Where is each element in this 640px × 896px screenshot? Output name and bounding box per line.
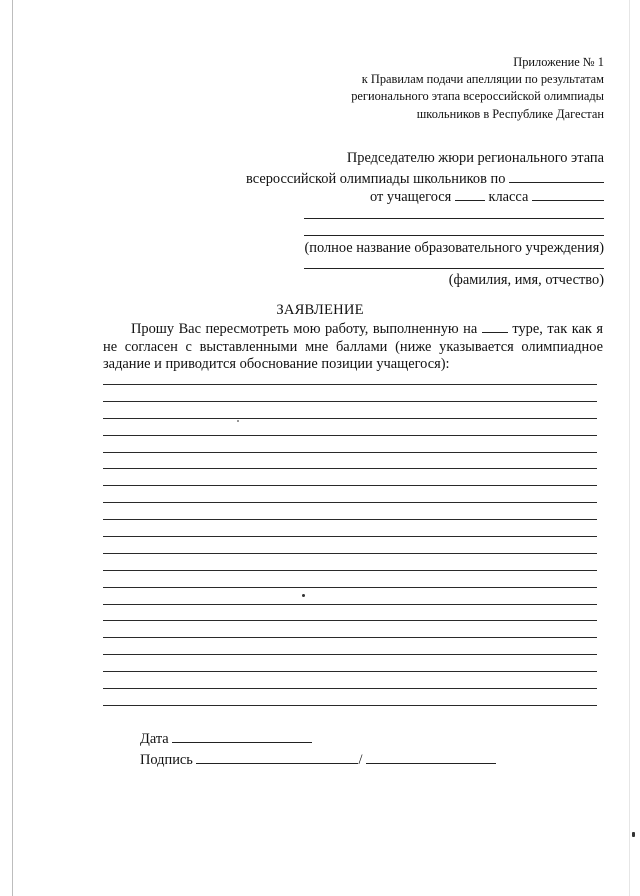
school-fields: [204, 204, 604, 240]
scan-edge-left: [12, 0, 13, 896]
addressee-block: [204, 150, 604, 290]
writing-line[interactable]: [103, 485, 597, 486]
writing-line[interactable]: [103, 705, 597, 706]
grade-field[interactable]: [455, 186, 485, 201]
writing-line[interactable]: [103, 604, 597, 605]
name-caption: (фамилия, имя, отчество): [448, 271, 604, 288]
school-caption: (полное название образовательного учреждения): [304, 240, 604, 256]
writing-line[interactable]: [103, 553, 597, 554]
date-field[interactable]: [172, 728, 312, 743]
school-field-2[interactable]: [304, 235, 604, 236]
signature-field[interactable]: [196, 749, 358, 764]
subject-label: всероссийской олимпиады школьников по: [246, 171, 506, 187]
scan-edge-right: [629, 0, 630, 896]
scan-speck: [302, 594, 305, 597]
writing-line[interactable]: [103, 418, 597, 419]
writing-line[interactable]: [103, 620, 597, 621]
date-row: [140, 728, 496, 749]
subject-field[interactable]: [509, 168, 604, 183]
writing-line[interactable]: [103, 536, 597, 537]
signature-row: [140, 749, 496, 770]
class-field[interactable]: [532, 186, 604, 201]
writing-line[interactable]: [103, 435, 597, 436]
appendix-line: регионального этапа всероссийской олимпиады: [351, 89, 604, 104]
scan-speck: [237, 420, 239, 422]
writing-line[interactable]: [103, 570, 597, 571]
writing-line[interactable]: [103, 688, 597, 689]
writing-line[interactable]: [103, 502, 597, 503]
signature-label: Подпись: [140, 751, 193, 768]
addressee-line-3: [204, 186, 604, 204]
appendix-header: [304, 54, 604, 123]
appendix-line: Приложение № 1: [513, 55, 604, 69]
signature-separator: /: [358, 751, 363, 768]
writing-line[interactable]: [103, 452, 597, 453]
statement-body: [103, 320, 603, 374]
name-field[interactable]: [304, 268, 604, 269]
addressee-line-1: Председателю жюри регионального этапа: [346, 150, 604, 166]
grade-label: класса: [488, 189, 529, 205]
writing-line[interactable]: [103, 654, 597, 655]
statement-text-2: туре, так как я не согласен с выставленными мне баллами (ниже указывается олимпиадное задание и приводится обоснование позиции учащегося):: [103, 321, 603, 373]
writing-line[interactable]: [103, 384, 597, 385]
writing-line[interactable]: [103, 401, 597, 402]
school-field-1[interactable]: [304, 218, 604, 219]
round-field[interactable]: [482, 320, 508, 333]
writing-line[interactable]: [103, 587, 597, 588]
appendix-line: школьников в Республике Дагестан: [416, 106, 604, 121]
scan-speck: [632, 832, 635, 837]
addressee-line-2: [204, 168, 604, 186]
writing-line[interactable]: [103, 468, 597, 469]
writing-area[interactable]: [103, 384, 597, 722]
signature-block: [140, 728, 496, 769]
signature-name-field[interactable]: [366, 749, 496, 764]
appendix-line: к Правилам подачи апелляции по результатам: [361, 72, 604, 87]
writing-line[interactable]: [103, 519, 597, 520]
statement-text-1: Прошу Вас пересмотреть мою работу, выполненную на: [131, 321, 478, 337]
writing-line[interactable]: [103, 671, 597, 672]
statement-title: ЗАЯВЛЕНИЕ: [276, 302, 364, 318]
writing-line[interactable]: [103, 637, 597, 638]
name-field-wrap: [204, 258, 604, 272]
date-label: Дата: [140, 731, 169, 747]
student-label: от учащегося: [369, 189, 452, 205]
